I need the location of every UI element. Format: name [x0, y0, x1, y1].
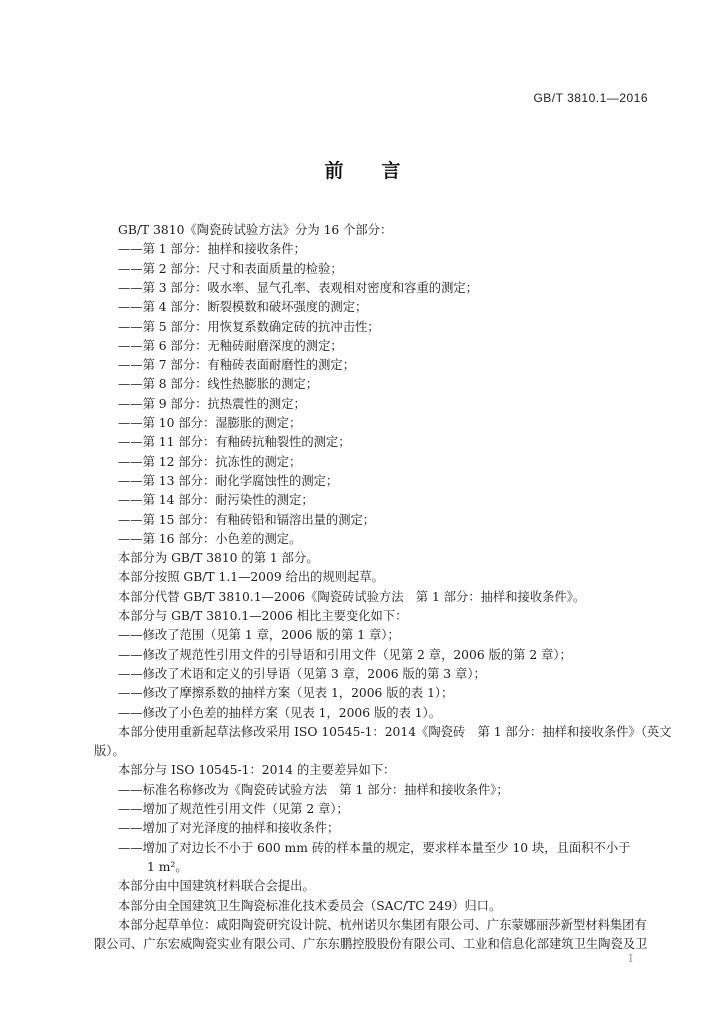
- preface-line: ——增加了对边长不小于 600 mm 砖的样本量的规定，要求样本量至少 10 块，且面积不小于: [118, 840, 631, 855]
- preface-line: ——第 4 部分：断裂模数和破坏强度的测定；: [118, 300, 368, 315]
- preface-line: ——增加了对光泽度的抽样和接收条件；: [118, 821, 340, 836]
- preface-line: 本部分按照 GB/T 1.1—2009 给出的规则起草。: [118, 570, 384, 585]
- preface-line: ——第 11 部分：有釉砖抗釉裂性的测定；: [118, 435, 351, 450]
- preface-line: ——修改了摩擦系数的抽样方案（见表 1，2006 版的表 1）；: [118, 686, 454, 701]
- preface-line: ——修改了小色差的抽样方案（见表 1，2006 版的表 1）。: [118, 705, 442, 720]
- preface-line: ——第 3 部分：吸水率、显气孔率、表观相对密度和容重的测定；: [118, 280, 478, 295]
- preface-line: 本部分与 GB/T 3810.1—2006 相比主要变化如下：: [118, 609, 408, 623]
- preface-line: ——增加了规范性引用文件（见第 2 章）；: [118, 802, 349, 816]
- preface-line: ——第 6 部分：无釉砖耐磨深度的测定；: [118, 338, 343, 353]
- preface-line: ——修改了范围（见第 1 章，2006 版的第 1 章）；: [118, 628, 400, 643]
- preface-line: 限公司、广东宏威陶瓷实业有限公司、广东东鹏控股股份有限公司、工业和信息化部建筑卫生陶瓷及卫: [94, 937, 648, 952]
- preface-line: ——第 15 部分：有釉砖铅和镉溶出量的测定；: [118, 512, 376, 527]
- preface-line: ——第 1 部分：抽样和接收条件；: [118, 242, 306, 257]
- preface-line: ——第 10 部分：湿膨胀的测定；: [118, 416, 302, 430]
- preface-line: ——修改了规范性引用文件的引导语和引用文件（见第 2 章，2006 版的第 2 章）；: [118, 647, 572, 662]
- preface-line: ——第 8 部分：线性热膨胀的测定；: [118, 377, 319, 392]
- preface-line: 本部分为 GB/T 3810 的第 1 部分。: [118, 551, 319, 566]
- preface-line: ——第 16 部分：小色差的测定。: [118, 531, 302, 546]
- standard-number: GB/T 3810.1—2016: [533, 91, 648, 105]
- page-title: 前言: [324, 160, 439, 182]
- preface-line: 本部分由全国建筑卫生陶瓷标准化技术委员会（SAC/TC 249）归口。: [118, 898, 502, 913]
- preface-line: 本部分由中国建筑材料联合会提出。: [118, 879, 315, 894]
- preface-line: 本部分起草单位：咸阳陶瓷研究设计院、杭州诺贝尔集团有限公司、广东蒙娜丽莎新型材料集团有: [118, 917, 647, 932]
- preface-line: 本部分代替 GB/T 3810.1—2006《陶瓷砖试验方法 第 1 部分：抽样和接收条件》。: [118, 589, 586, 604]
- preface-line: ——第 14 部分：耐污染性的测定；: [118, 493, 314, 508]
- preface-line: 本部分使用重新起草法修改采用 ISO 10545-1：2014《陶瓷砖 第 1 部分：抽样和接收条件》（英文: [118, 724, 672, 739]
- preface-line: ——第 2 部分：尺寸和表面质量的检验；: [118, 261, 343, 276]
- page-number: I: [628, 952, 633, 965]
- preface-line: ——修改了术语和定义的引导语（见第 3 章，2006 版的第 3 章）；: [118, 666, 486, 681]
- preface-line: ——标准名称修改为《陶瓷砖试验方法 第 1 部分：抽样和接收条件》；: [118, 782, 509, 797]
- preface-line: ——第 5 部分：用恢复系数确定砖的抗冲击性；: [118, 319, 380, 334]
- preface-line: 本部分与 ISO 10545-1：2014 的主要差异如下：: [118, 763, 396, 778]
- preface-line: 版）。: [94, 744, 125, 759]
- preface-line: ——第 13 部分：耐化学腐蚀性的测定；: [118, 473, 339, 488]
- preface-line: ——第 7 部分：有釉砖表面耐磨性的测定；: [118, 358, 355, 373]
- preface-line: 1 m²。: [147, 859, 188, 874]
- preface-line: ——第 9 部分：抗热震性的测定；: [118, 396, 306, 411]
- preface-line: GB/T 3810《陶瓷砖试验方法》分为 16 个部分：: [118, 223, 393, 237]
- preface-line: ——第 12 部分：抗冻性的测定；: [118, 454, 302, 469]
